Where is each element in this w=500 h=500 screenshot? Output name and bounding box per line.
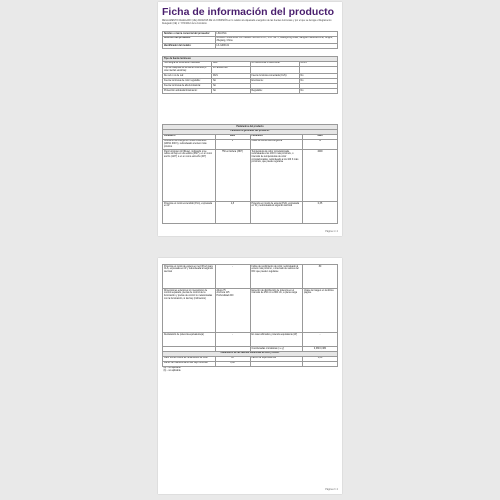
cell: Fuente luminosa de alta luminancia:: [163, 84, 212, 89]
table-row: [163, 89, 338, 94]
document-page-2: [158, 258, 342, 494]
dimensions-label: Dimensiones exteriores sin mecanismo de control separado, piezas de control de la iluminación y piezas de control no relacionadas con la iluminación, si las hay (milímetros): [163, 289, 216, 333]
supplier-address-label: Dirección del proveedor:: [163, 36, 216, 44]
cell: INTEGRATED: [212, 66, 251, 74]
cell: En caso afirmativo, potencia equivalente (W): [250, 333, 303, 347]
cell: No direccional o direccional:: [250, 61, 299, 66]
document-page-1: [158, 2, 342, 236]
supplier-address-value: NINGBO JINGLIANG OPTOELECTRONICS CO., LTD. No. 1, Guangming Road, Jiangbei Industrial Zone, Ningbo, Zhejiang, China: [215, 36, 338, 44]
cell: [250, 66, 299, 74]
spectrum-value: Véase la imagen en la última página.: [303, 289, 338, 333]
cell: 4,8: [215, 201, 250, 223]
cell: G: [303, 139, 338, 149]
regulation-intro: REGLAMENTO DELEGADO (UE) 2019/2015 DE LA COMISIÓN en lo relativo al etiquetado energético de las fuentes luminosas y por el que se deroga el Reglamento Delegado (UE) n.º 874/2012 de la Comisión.: [162, 20, 332, 25]
cell: Temperatura de color correlacionada, redondeada a los 100 K más próximos, o intervalo de temperaturas de color correlacionadas, redondeado a los 100 K más próximos, que puede regularse: [250, 149, 303, 201]
cell: 80: [303, 265, 338, 289]
cell: Tecnología de iluminación utilizada:: [163, 61, 212, 66]
cell: Regulable:: [250, 89, 299, 94]
cell: -: [215, 333, 250, 347]
table-row: [163, 289, 338, 333]
table-row: [163, 149, 338, 201]
cell: [250, 366, 303, 373]
cell: Coordenadas cromáticas (x e y): [250, 347, 303, 352]
cell: No: [212, 79, 251, 84]
model-id-label: Identificador del modelo:: [163, 44, 216, 49]
model-id-value: LK-GZ06-01: [215, 44, 338, 49]
product-parameters-table: [162, 124, 338, 224]
cell: 0,98: [215, 361, 250, 366]
section-header: Parámetros generales del producto:: [163, 129, 338, 134]
supplier-name-label: Nombre o marca comercial del proveedor:: [163, 32, 216, 37]
table-row: [163, 36, 338, 44]
cell: MLS: [212, 74, 251, 79]
cell: 750 en Esfera (360°): [215, 149, 250, 201]
cell: [299, 66, 338, 74]
cell: Fuente luminosa de color regulable:: [163, 79, 212, 84]
cell: No: [299, 89, 338, 94]
width-value: 115: [225, 292, 230, 295]
cell: No: [212, 89, 251, 94]
cell: Fuente luminosa conectada (CLS):: [250, 74, 299, 79]
footnote: (a) - no aplicable: [163, 367, 181, 370]
table-row: [163, 66, 338, 74]
column-header: Valor: [303, 134, 338, 139]
cell: [215, 366, 250, 373]
cell: [303, 366, 338, 373]
section-header: Parámetros de las fuentes luminosas de LED y OLED:: [163, 351, 338, 356]
cell: No: [212, 84, 251, 89]
cell: 0,35: [303, 201, 338, 223]
cell: -: [215, 265, 250, 289]
table-row: [163, 139, 338, 149]
width-label: Anchura: [216, 292, 226, 295]
cell: Potencia en modo encendido (Pon), expresada en W: [163, 201, 216, 223]
cell: 12: [215, 356, 250, 361]
spectrum-label: Espectro de distribución de potencia en el intervalo de 250 nm a 800 nm, a plena carga: [250, 289, 303, 333]
parameters-continued-table: [162, 264, 338, 373]
cell: Tipo de casquillo de la fuente luminosa (u otra interfaz eléctrica):: [163, 66, 212, 74]
cell: Valor R9 del índice de rendimiento de color: [163, 356, 216, 361]
cell: Declaración de potencia equivalente(a): [163, 333, 216, 347]
depth-label: Profundidad: [216, 295, 229, 297]
cell: -: [303, 333, 338, 347]
table-row: [163, 333, 338, 347]
cell: Consumo de energía en modo encendido (kWh/1 000 h), redondeado al entero más próximo: [163, 139, 216, 149]
footnote: (b) - no aplicable: [163, 369, 181, 372]
cell: Potencia en modo de espera (Psb), expresada en W y redondeada al segundo decimal: [250, 201, 303, 223]
cell: 0,380 0,380: [303, 347, 338, 352]
cell: NDLS: [299, 61, 338, 66]
cell: No: [299, 79, 338, 84]
cell: 4000: [303, 149, 338, 201]
cell: Potencia en modo de espera en red (Pnet) para CLS, expresada en W y redondeada al segundo decimal: [163, 265, 216, 289]
height-value: 75: [223, 289, 226, 292]
page-title: Ficha de información del producto: [162, 6, 335, 18]
supplier-table: [162, 31, 338, 49]
cell: Factor de supervivencia: [250, 356, 303, 361]
footnotes: [163, 366, 216, 373]
cell: Flujo luminoso útil (Φuse), indicando si se refiere al flujo en una esfera (360°), en un cono ancho (120°) o en un cono estrecho (90°): [163, 149, 216, 201]
cell: Envolvente:: [250, 79, 299, 84]
height-label: Altura: [216, 289, 223, 292]
cell: No: [299, 74, 338, 79]
cell: 5: [215, 139, 250, 149]
column-header: Valor: [215, 134, 250, 139]
table-row: [163, 366, 338, 373]
cell: Protección antideslumbramiento:: [163, 89, 212, 94]
cell: Clase de eficiencia energética: [250, 139, 303, 149]
cell: LED: [212, 61, 251, 66]
cell: 1,00: [303, 356, 338, 361]
column-header: Parámetro: [250, 134, 303, 139]
dimensions-values: [215, 289, 250, 333]
column-header: Parámetro: [163, 134, 216, 139]
page-number: Página 2 / 2: [325, 488, 338, 491]
section-header: Tipo de fuente luminosa:: [163, 57, 338, 62]
supplier-name-value: LINLONG: [215, 32, 338, 37]
page-number: Página 1 / 2: [325, 230, 338, 233]
table-row: [163, 201, 338, 223]
light-source-type-table: [162, 56, 338, 94]
table-row: [163, 265, 338, 289]
table-row: [163, 44, 338, 49]
cell: Índice de rendimiento de color, redondeado al entero más próximo, o intervalo de valores del IRC que pueden regularse: [250, 265, 303, 289]
cell: De red o no de red:: [163, 74, 212, 79]
cell: Factor de mantenimiento del flujo luminoso: [163, 361, 216, 366]
depth-value: 200: [229, 295, 234, 297]
section-header: Parámetros del producto: [163, 125, 338, 130]
